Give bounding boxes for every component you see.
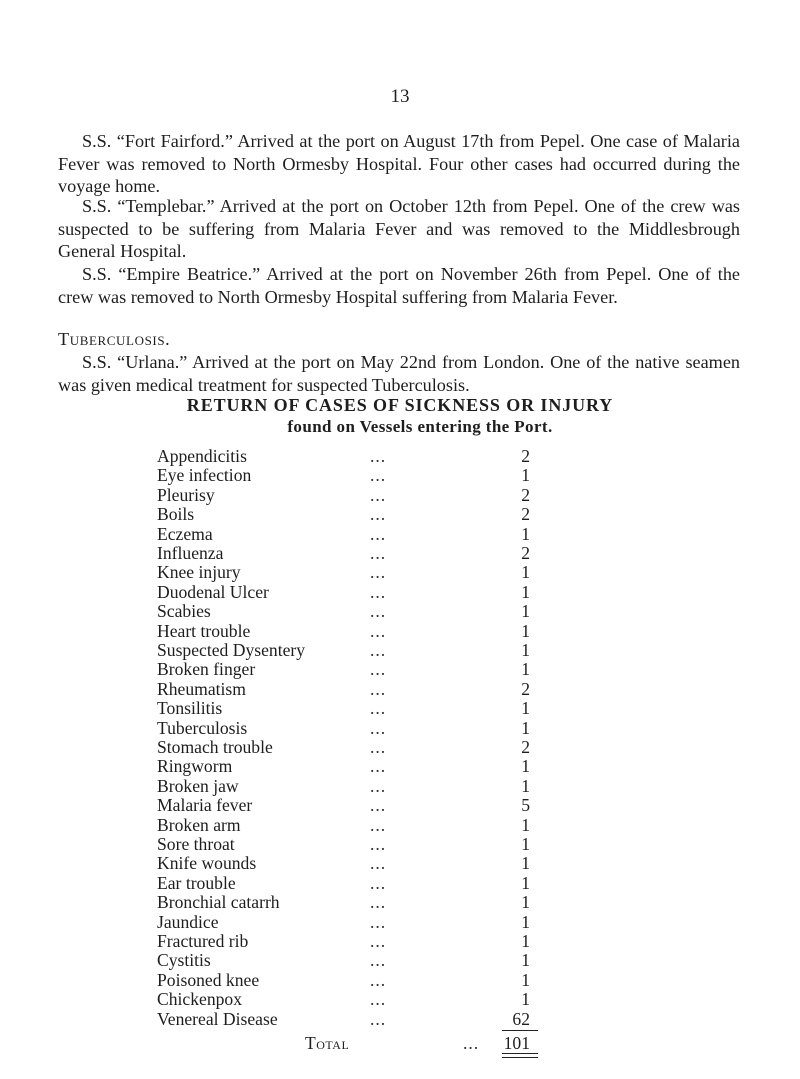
case-count: 1 [521,562,530,583]
total-value: 101 [503,1033,530,1053]
condition-name: Knife wounds [157,853,257,874]
table-row [0,1009,800,1029]
case-count: 1 [521,969,530,990]
table-row [0,892,800,912]
table-subtitle: found on Vessels entering the Port. [287,417,553,436]
case-count: 5 [521,795,530,816]
leader-dots: ... [370,834,387,854]
leader-dots: ... [370,1008,387,1029]
condition-name: Venereal Disease [157,1008,278,1029]
leader-dots: ... [370,892,387,913]
table-row [0,640,800,660]
table-row [0,873,800,893]
condition-name: Rheumatism [157,678,246,699]
case-count: 1 [521,872,530,893]
total-label: Total [305,1033,350,1053]
condition-name: Eczema [157,523,213,544]
leader-dots: ... [370,775,387,796]
condition-name: Scabies [157,601,211,622]
sum-rule [502,1030,538,1031]
leader-dots: ... [370,911,387,932]
case-count: 1 [521,581,530,602]
case-count: 1 [521,814,530,835]
table-row [0,853,800,873]
case-count: 1 [521,698,530,719]
case-count: 1 [521,892,530,913]
case-count: 1 [521,950,530,971]
table-row [0,815,800,835]
leader-dots: ... [370,950,387,971]
case-count: 1 [521,523,530,544]
condition-name: Tuberculosis [157,717,248,738]
table-row [0,465,800,485]
leader-dots: ... [370,737,387,757]
paragraph-empire-beatrice [58,263,740,308]
table-row [0,485,800,505]
condition-name: Eye infection [157,465,252,486]
table-row [0,756,800,776]
leader-dots: ... [370,678,387,699]
paragraph-text [58,1058,740,1068]
leader-dots: ... [370,659,387,680]
condition-name: Duodenal Ulcer [157,581,269,602]
table-row [0,582,800,602]
leader-dots: ... [370,523,387,544]
case-count: 1 [521,465,530,486]
section-heading-text: Tuberculosis. [58,329,171,349]
case-count: 2 [521,446,530,466]
condition-name: Broken arm [157,814,241,835]
paragraph-fort-fairford [58,130,740,198]
case-count: 1 [521,834,530,854]
table-row [0,776,800,796]
condition-name: Boils [157,504,195,525]
case-count: 1 [521,620,530,641]
case-count: 2 [521,737,530,757]
condition-name: Jaundice [157,911,219,932]
condition-name: Broken finger [157,659,256,680]
condition-name: Influenza [157,543,224,563]
condition-name: Chickenpox [157,989,243,1010]
condition-name: Heart trouble [157,620,251,641]
paragraph-text: S.S. “Fort Fairford.” Arrived at the port on August 17th from Pepel. One case of Malaria Fever was removed to North Ormesby Hospital. Four other cases had occurred during the voyage home. [58,131,740,196]
condition-name: Cystitis [157,950,211,971]
leader-dots: ... [370,640,387,660]
table-row [0,931,800,951]
total-row [0,1033,800,1053]
condition-name: Sore throat [157,834,235,854]
case-count: 1 [521,853,530,874]
case-count: 2 [521,484,530,505]
leader-dots: ... [370,581,387,602]
case-count: 1 [521,931,530,951]
case-count: 2 [521,504,530,525]
leader-dots: ... [370,620,387,641]
case-count: 1 [521,601,530,622]
table-row [0,504,800,524]
paragraph-closing [58,1058,740,1068]
leader-dots: ... [370,795,387,816]
table-row [0,834,800,854]
leader-dots: ... [370,853,387,874]
paragraph-urlana [58,351,740,396]
table-row [0,989,800,1009]
leader-dots: ... [370,717,387,738]
leader-dots: ... [370,989,387,1010]
leader-dots: ... [370,601,387,622]
case-count: 62 [512,1008,530,1029]
case-count: 1 [521,989,530,1010]
condition-name: Bronchial catarrh [157,892,280,913]
condition-name: Fractured rib [157,931,249,951]
table-row [0,621,800,641]
case-count: 2 [521,543,530,563]
condition-name: Appendicitis [157,446,247,466]
condition-name: Broken jaw [157,775,239,796]
condition-name: Tonsilitis [157,698,223,719]
condition-name: Malaria fever [157,795,253,816]
leader-dots: ... [370,969,387,990]
table-row [0,562,800,582]
table-row [0,601,800,621]
leader-dots: ... [370,446,387,466]
leader-dots: ... [370,931,387,951]
leader-dots: ... [370,872,387,893]
table-row [0,446,800,466]
condition-name: Suspected Dysentery [157,640,306,660]
table-row [0,950,800,970]
table-row [0,970,800,990]
page-number: 13 [390,86,410,107]
condition-name: Stomach trouble [157,737,273,757]
leader-dots: ... [370,756,387,777]
paragraph-text: S.S. “Templebar.” Arrived at the port on October 12th from Pepel. One of the crew was suspected to be suffering from Malaria Fever and was removed to the Middlesbrough General Hospital. [58,196,740,261]
case-count: 1 [521,640,530,660]
table-row [0,795,800,815]
case-count: 1 [521,775,530,796]
leader-dots: ... [370,504,387,525]
condition-name: Ear trouble [157,872,236,893]
paragraph-text: S.S. “Urlana.” Arrived at the port on May 22nd from London. One of the native seamen was given medical treatment for suspected Tuberculosis. [58,352,740,395]
condition-name: Knee injury [157,562,241,583]
paragraph-templebar [58,195,740,263]
table-title: RETURN OF CASES OF SICKNESS OR INJURY [186,395,614,415]
leader-dots: ... [370,543,387,563]
table-row [0,718,800,738]
table-row [0,737,800,757]
table-row [0,543,800,563]
condition-name: Poisoned knee [157,969,260,990]
table-row [0,524,800,544]
leader-dots: ... [370,562,387,583]
table-row [0,912,800,932]
case-count: 1 [521,659,530,680]
case-count: 1 [521,717,530,738]
condition-name: Pleurisy [157,484,215,505]
total-leader: ... [463,1033,480,1053]
paragraph-text: S.S. “Empire Beatrice.” Arrived at the port on November 26th from Pepel. One of the crew was removed to North Ormesby Hospital suffering from Malaria Fever. [58,264,740,307]
leader-dots: ... [370,814,387,835]
leader-dots: ... [370,484,387,505]
case-count: 1 [521,756,530,777]
leader-dots: ... [370,698,387,719]
case-count: 2 [521,678,530,699]
section-heading-tuberculosis [58,328,740,351]
table-row [0,679,800,699]
table-row [0,659,800,679]
case-count: 1 [521,911,530,932]
table-row [0,698,800,718]
condition-name: Ringworm [157,756,233,777]
leader-dots: ... [370,465,387,486]
